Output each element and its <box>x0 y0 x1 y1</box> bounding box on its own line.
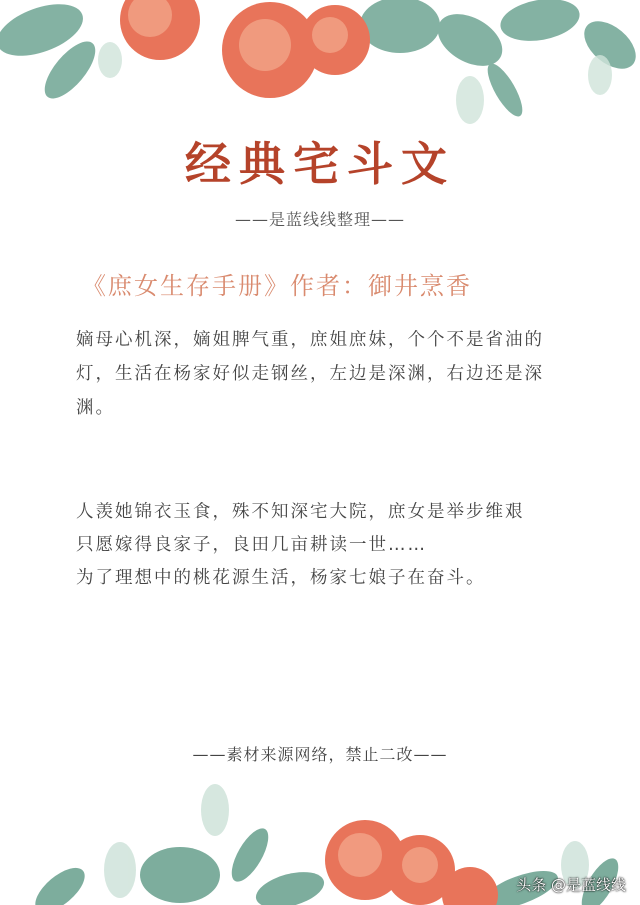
page-title: 经典宅斗文 <box>185 137 455 191</box>
text-line: 灯，生活在杨家好似走钢丝，左边是深渊，右边还是深 <box>76 364 544 384</box>
synopsis-paragraph-1 <box>76 324 586 426</box>
watermark: 头条 @是蓝线线 <box>516 876 626 894</box>
subtitle: ——是蓝线线整理—— <box>234 210 405 229</box>
text-line: 为了理想中的桃花源生活，杨家七娘子在奋斗。 <box>76 568 486 588</box>
synopsis-paragraph-2 <box>76 496 586 595</box>
footer-note: ——素材来源网络，禁止二改—— <box>192 745 448 764</box>
text-line: 人羡她锦衣玉食，殊不知深宅大院，庶女是举步维艰 <box>76 502 525 522</box>
floral-decoration-top <box>0 0 640 130</box>
book-title-author: 《庶女生存手册》作者：御井烹香 <box>82 272 472 300</box>
text-line: 渊。 <box>76 398 115 418</box>
text-line: 只愿嫁得良家子，良田几亩耕读一世…… <box>76 535 427 555</box>
text-line: 嫡母心机深，嫡姐脾气重，庶姐庶妹，个个不是省油的 <box>76 330 544 350</box>
